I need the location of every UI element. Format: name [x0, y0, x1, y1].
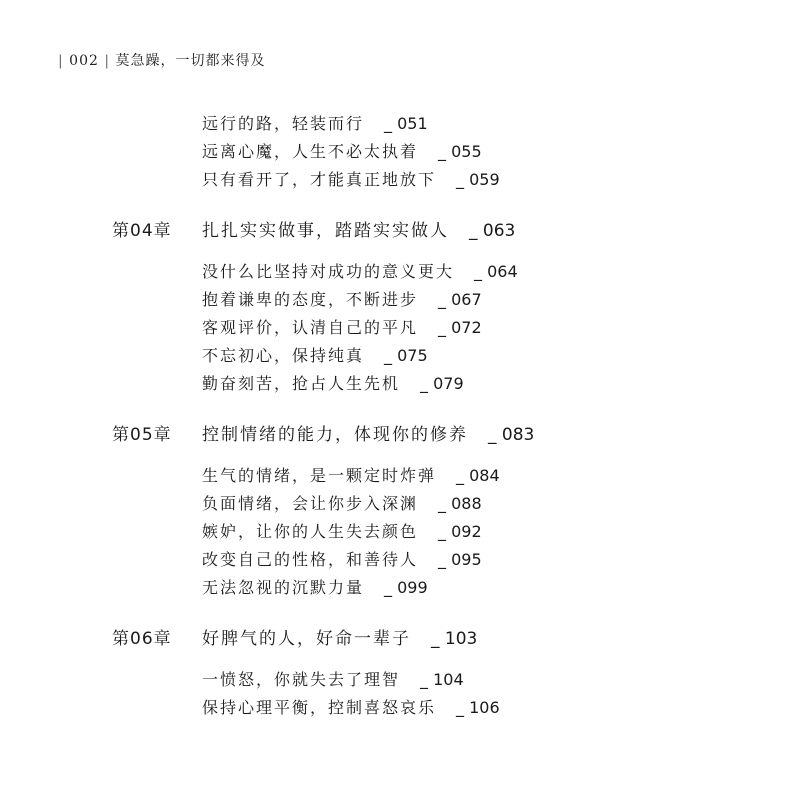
chapter-title: 好脾气的人，好命一辈子 [202, 629, 411, 649]
chapter-label: 第05章 [112, 425, 172, 445]
header-page-number: 002 [69, 53, 99, 69]
toc-entry-title: 生气的情绪，是一颗定时炸弹 [202, 466, 437, 485]
toc-entry-title: 勤奋刻苦，抢占人生先机 [202, 374, 401, 393]
toc-entry-page: _ 075 [384, 346, 428, 365]
toc-entry-title: 不忘初心，保持纯真 [202, 346, 365, 365]
toc-entry [0, 138, 800, 166]
chapter-title: 扎扎实实做事，踏踏实实做人 [202, 221, 449, 241]
toc-entry-page: _ 051 [384, 114, 428, 133]
toc-entry [0, 546, 800, 574]
chapter-label: 第06章 [112, 629, 172, 649]
toc-entry [0, 666, 800, 694]
toc-entry [0, 258, 800, 286]
toc-entry [0, 110, 800, 138]
toc-entry-title: 只有看开了，才能真正地放下 [202, 170, 437, 189]
chapter-heading [0, 216, 800, 246]
toc-entry [0, 370, 800, 398]
toc-entry-page: _ 106 [456, 698, 500, 717]
toc-entry-title: 改变自己的性格，和善待人 [202, 550, 419, 569]
toc-entry [0, 314, 800, 342]
toc-entry-page: _ 072 [438, 318, 482, 337]
chapter-label: 第04章 [112, 221, 172, 241]
chapter-page: _ 063 [469, 221, 516, 241]
toc-entry-title: 保持心理平衡，控制喜怒哀乐 [202, 698, 437, 717]
toc-entry-page: _ 084 [456, 466, 500, 485]
toc-entry-title: 无法忽视的沉默力量 [202, 578, 365, 597]
toc-entry [0, 166, 800, 194]
toc-entry-page: _ 064 [474, 262, 518, 281]
toc-entry-title: 嫉妒，让你的人生失去颜色 [202, 522, 419, 541]
toc-entry-page: _ 055 [438, 142, 482, 161]
chapter-page: _ 103 [431, 629, 478, 649]
header-book-title: 莫急躁，一切都来得及 [115, 53, 266, 69]
chapter-title: 控制情绪的能力，体现你的修养 [202, 425, 468, 445]
table-of-contents [0, 110, 800, 722]
toc-entry-page: _ 099 [384, 578, 428, 597]
toc-entry-title: 负面情绪，会让你步入深渊 [202, 494, 419, 513]
chapter-page: _ 083 [488, 425, 535, 445]
toc-entry [0, 462, 800, 490]
toc-entry-page: _ 095 [438, 550, 482, 569]
toc-entry-title: 抱着谦卑的态度，不断进步 [202, 290, 419, 309]
toc-entry-page: _ 059 [456, 170, 500, 189]
toc-entry [0, 694, 800, 722]
toc-entry [0, 518, 800, 546]
running-header [58, 50, 266, 70]
toc-entry [0, 574, 800, 602]
toc-entry [0, 490, 800, 518]
toc-entry-page: _ 088 [438, 494, 482, 513]
header-divider: | [58, 53, 64, 69]
toc-entry-title: 远行的路，轻装而行 [202, 114, 365, 133]
toc-entry-title: 一愤怒，你就失去了理智 [202, 670, 401, 689]
toc-entry-page: _ 104 [420, 670, 464, 689]
toc-entry-title: 客观评价，认清自己的平凡 [202, 318, 419, 337]
toc-entry-title: 远离心魔，人生不必太执着 [202, 142, 419, 161]
toc-entry-page: _ 092 [438, 522, 482, 541]
toc-entry [0, 286, 800, 314]
toc-entry-title: 没什么比坚持对成功的意义更大 [202, 262, 455, 281]
toc-entry-page: _ 079 [420, 374, 464, 393]
chapter-heading [0, 420, 800, 450]
chapter-heading [0, 624, 800, 654]
toc-entry [0, 342, 800, 370]
toc-entry-page: _ 067 [438, 290, 482, 309]
header-divider: | [104, 53, 111, 69]
